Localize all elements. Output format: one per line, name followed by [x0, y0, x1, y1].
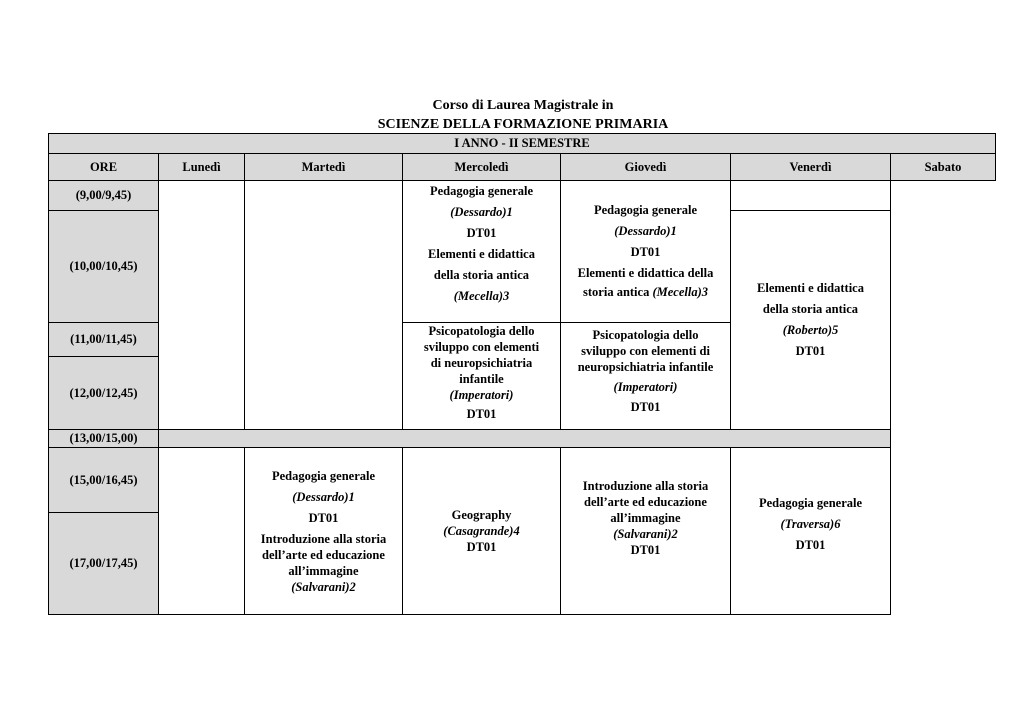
column-header-ore: ORE: [49, 154, 159, 181]
course-name: dell’arte ed educazione: [262, 547, 385, 562]
teacher-name: (Imperatori): [613, 380, 678, 394]
time-slot: (17,00/17,45): [49, 513, 159, 615]
course-name: Pedagogia generale: [593, 203, 698, 217]
room-label: DT01: [630, 543, 661, 557]
column-header-venerdi: Venerdì: [731, 154, 891, 181]
room-label: DT01: [466, 226, 497, 240]
column-header-giovedi: Giovedì: [561, 154, 731, 181]
teacher-name: (Salvarani)2: [613, 527, 678, 541]
teacher-name: (Imperatori): [449, 388, 514, 402]
empty-cell: [891, 448, 996, 615]
semester-header: I ANNO - II SEMESTRE: [49, 134, 996, 154]
course-name: della storia antica: [762, 302, 859, 316]
lesson-cell: [731, 448, 891, 615]
teacher-name: (Mecella)3: [453, 289, 510, 303]
room-label: DT01: [308, 510, 339, 525]
lunch-break-bar: [159, 430, 891, 448]
course-name: Psicopatologia dello: [592, 328, 699, 342]
column-header-mercoledi: Mercoledì: [403, 154, 561, 181]
empty-cell: [891, 181, 996, 448]
course-name: SCIENZE DELLA FORMAZIONE PRIMARIA: [377, 117, 669, 132]
course-name: all’immagine: [610, 511, 681, 525]
teacher-name: (Casagrande)4: [443, 524, 520, 538]
lesson-cell: [561, 448, 731, 615]
course-name: Introduzione alla storia: [260, 531, 387, 546]
course-name: della storia antica: [433, 268, 530, 282]
teacher-name: (Dessardo)1: [292, 489, 355, 504]
course-name: all’immagine: [288, 563, 359, 578]
column-header-sabato: Sabato: [891, 154, 996, 181]
empty-cell: [731, 181, 891, 211]
course-name: sviluppo con elementi: [423, 340, 540, 354]
time-slot: (15,00/16,45): [49, 448, 159, 513]
lesson-cell: [731, 211, 891, 430]
time-slot: (11,00/11,45): [49, 323, 159, 357]
course-name: Elementi e didattica della: [577, 266, 714, 280]
lesson-cell: [403, 448, 561, 615]
teacher-name: (Salvarani)2: [291, 579, 356, 594]
teacher-name: (Roberto)5: [782, 323, 839, 337]
room-label: DT01: [795, 538, 826, 552]
room-label: DT01: [630, 400, 661, 414]
course-name: Pedagogia generale: [429, 184, 534, 198]
time-slot: (9,00/9,45): [49, 181, 159, 211]
course-name: di neuropsichiatria: [430, 356, 533, 370]
empty-cell: [159, 181, 245, 430]
course-name: Pedagogia generale: [271, 468, 376, 483]
lesson-cell: [245, 448, 403, 615]
teacher-name: (Dessardo)1: [614, 224, 677, 238]
course-title: Corso di Laurea Magistrale in: [432, 98, 614, 113]
room-label: DT01: [466, 407, 497, 421]
lesson-cell: [403, 323, 561, 430]
course-name: sviluppo con elementi di: [581, 344, 710, 358]
timetable: [48, 133, 996, 615]
time-slot: (13,00/15,00): [49, 430, 159, 448]
course-name: Psicopatologia dello: [428, 324, 535, 338]
course-name: Elementi e didattica: [428, 247, 535, 261]
room-label: DT01: [795, 344, 826, 358]
lesson-cell: [561, 323, 731, 430]
column-header-martedi: Martedì: [245, 154, 403, 181]
room-label: DT01: [466, 540, 497, 554]
teacher-name: (Traversa)6: [780, 517, 841, 531]
course-name: Elementi e didattica: [757, 281, 864, 295]
course-name: infantile: [459, 372, 504, 386]
lesson-cell: [403, 181, 561, 323]
time-slot: (10,00/10,45): [49, 211, 159, 323]
column-header-lunedi: Lunedì: [159, 154, 245, 181]
course-name: Geography: [451, 508, 512, 522]
course-name: dell’arte ed educazione: [584, 495, 707, 509]
course-name: Pedagogia generale: [758, 496, 863, 510]
course-name: storia antica (Mecella)3: [583, 285, 708, 299]
empty-cell: [159, 448, 245, 615]
teacher-name: (Dessardo)1: [450, 205, 513, 219]
empty-cell: [245, 181, 403, 430]
time-slot: (12,00/12,45): [49, 357, 159, 430]
room-label: DT01: [630, 245, 661, 259]
course-name: neuropsichiatria infantile: [577, 360, 714, 374]
lesson-cell: [561, 181, 731, 323]
course-name: Introduzione alla storia: [582, 479, 709, 493]
